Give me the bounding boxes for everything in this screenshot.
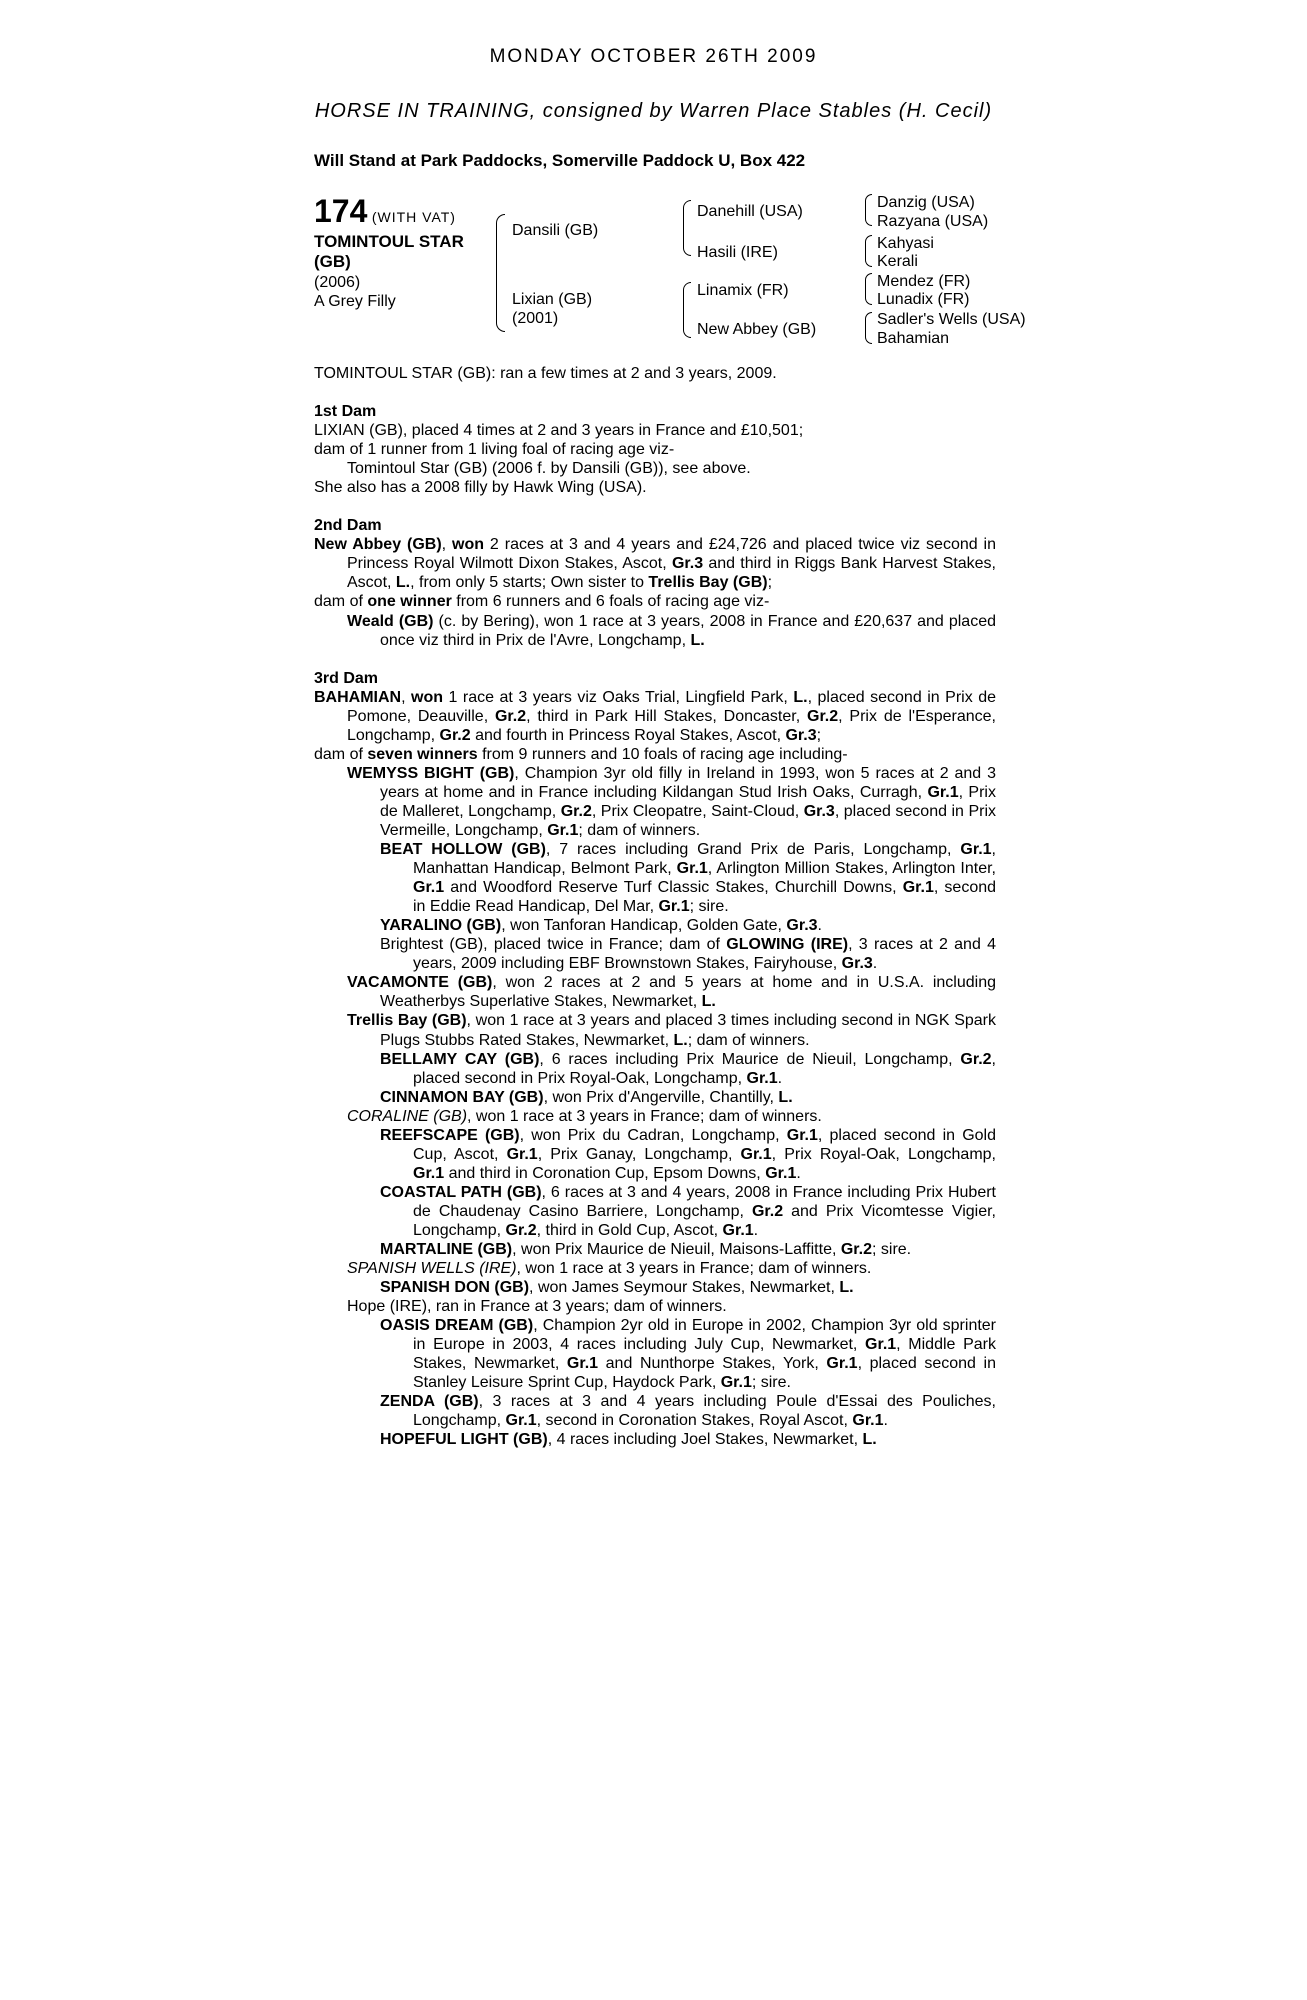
sale-date: MONDAY OCTOBER 26TH 2009	[489, 46, 818, 67]
pedigree-brace-main	[496, 214, 505, 332]
lot-number: 174	[314, 193, 368, 229]
pedigree-brace-ss	[865, 194, 872, 226]
produce-entry: CINNAMON BAY (GB), won Prix d'Angerville, Chantilly, L.	[380, 1088, 793, 1106]
pedigree-dam-year: (2001)	[512, 310, 559, 327]
third-dam-produce: dam of seven winners from 9 runners and 10 foals of racing age including-	[314, 745, 848, 763]
horse-name-line1: TOMINTOUL STAR	[314, 232, 464, 251]
produce-entry: OASIS DREAM (GB), Champion 2yr old in Europe in 2002, Champion 3yr old sprinter in Europe in 2003, 4 races including July Cup, Newmarket, Gr.1, Middle Park Stakes, Newmarket, Gr.1 and Nunthorpe Stakes, York, Gr.1, placed second in Stanley Leisure Sprint Cup, Haydock Park, Gr.1; sire.	[380, 1317, 997, 1392]
pedigree-ddd: Bahamian	[877, 330, 950, 347]
pedigree-ssd: Razyana (USA)	[877, 213, 989, 230]
produce-entry: SPANISH DON (GB), won James Seymour Stakes, Newmarket, L.	[380, 1279, 854, 1297]
first-dam-line: dam of 1 runner from 1 living foal of racing age viz-	[314, 441, 675, 459]
produce-entry: HOPEFUL LIGHT (GB), 4 races including Joel Stakes, Newmarket, L.	[380, 1431, 877, 1449]
second-dam-produce: dam of one winner from 6 runners and 6 foals of racing age viz-	[314, 593, 770, 611]
produce-entry: BELLAMY CAY (GB), 6 races including Prix Maurice de Nieuil, Longchamp, Gr.2, placed second in Prix Royal-Oak, Longchamp, Gr.1.	[380, 1050, 996, 1087]
pedigree-sire-dam: Hasili (IRE)	[697, 244, 778, 261]
pedigree-sds: Kahyasi	[877, 235, 934, 252]
produce-entry: BEAT HOLLOW (GB), 7 races including Grand Prix de Paris, Longchamp, Gr.1, Manhattan Handicap, Belmont Park, Gr.1, Arlington Million Stakes, Arlington Inter, Gr.1 and Woodford Reserve Turf Classic Stakes, Churchill Downs, Gr.1, second in Eddie Read Handicap, Del Mar, Gr.1; sire.	[380, 841, 997, 916]
pedigree-dsd: Lunadix (FR)	[877, 291, 970, 308]
pedigree-brace-sire	[683, 200, 691, 256]
horse-name	[314, 232, 494, 272]
produce-entry: MARTALINE (GB), won Prix Maurice de Nieuil, Maisons-Laffitte, Gr.2; sire.	[380, 1241, 912, 1259]
third-dam-heading: 3rd Dam	[314, 669, 379, 687]
produce-entry: COASTAL PATH (GB), 6 races at 3 and 4 years, 2008 in France including Prix Hubert de Chaudenay Casino Barriere, Longchamp, Gr.2 and Prix Vicomtesse Vigier, Longchamp, Gr.2, third in Gold Cup, Ascot, Gr.1.	[380, 1183, 997, 1239]
produce-entry: ZENDA (GB), 3 races at 3 and 4 years including Poule d'Essai des Pouliches, Longchamp, Gr.1, second in Coronation Stakes, Royal Ascot, Gr.1.	[380, 1393, 996, 1430]
third-dam-entry: BAHAMIAN, won 1 race at 3 years viz Oaks Trial, Lingfield Park, L., placed second in Prix de Pomone, Deauville, Gr.2, third in Park Hill Stakes, Doncaster, Gr.2, Prix de l'Esperance, Longchamp, Gr.2 and fourth in Princess Royal Stakes, Ascot, Gr.3;	[314, 688, 997, 744]
pedigree-sire-sire: Danehill (USA)	[697, 203, 803, 220]
first-dam-heading: 1st Dam	[314, 403, 377, 421]
pedigree-sire: Dansili (GB)	[512, 222, 599, 239]
horse-description: A Grey Filly	[314, 293, 396, 310]
pedigree-dam-sire: Linamix (FR)	[697, 282, 789, 299]
pedigree-brace-ds	[865, 273, 872, 305]
pedigree-dds: Sadler's Wells (USA)	[877, 311, 1026, 328]
consignment-title: HORSE IN TRAINING, consigned by Warren Place Stables (H. Cecil)	[314, 100, 993, 122]
stand-location: Will Stand at Park Paddocks, Somerville Paddock U, Box 422	[314, 151, 806, 170]
produce-entry: CORALINE (GB), won 1 race at 3 years in France; dam of winners.	[347, 1107, 822, 1125]
pedigree-brace-dd	[865, 312, 872, 344]
produce-entry: WEMYSS BIGHT (GB), Champion 3yr old filly in Ireland in 1993, won 5 races at 2 and 3 years at home and in France including Kildangan Stud Irish Oaks, Curragh, Gr.1, Prix de Malleret, Longchamp, Gr.2, Prix Cleopatre, Saint-Cloud, Gr.3, placed second in Prix Vermeille, Longchamp, Gr.1; dam of winners.	[347, 764, 997, 839]
second-dam-entry: New Abbey (GB), won 2 races at 3 and 4 years and £24,726 and placed twice viz second in Princess Royal Wilmott Dixon Stakes, Ascot, Gr.3 and third in Riggs Bank Harvest Stakes, Ascot, L., from only 5 starts; Own sister to Trellis Bay (GB);	[314, 536, 997, 592]
second-dam-heading: 2nd Dam	[314, 517, 382, 535]
produce-entry: SPANISH WELLS (IRE), won 1 race at 3 years in France; dam of winners.	[347, 1260, 872, 1278]
pedigree-dss: Mendez (FR)	[877, 273, 971, 290]
produce-entry: VACAMONTE (GB), won 2 races at 2 and 5 years at home and in U.S.A. including Weatherbys Superlative Stakes, Newmarket, L.	[347, 974, 997, 1011]
produce-entry: Brightest (GB), placed twice in France; dam of GLOWING (IRE), 3 races at 2 and 4 years, 2009 including EBF Brownstown Stakes, Fairyhouse, Gr.3.	[380, 936, 997, 973]
first-dam-line: She also has a 2008 filly by Hawk Wing (USA).	[314, 479, 647, 497]
horse-info	[314, 273, 396, 311]
pedigree-dam-dam: New Abbey (GB)	[697, 321, 817, 338]
pedigree-sdd: Kerali	[877, 253, 918, 270]
produce-entry: Trellis Bay (GB), won 1 race at 3 years and placed 3 times including second in NGK Spark Plugs Stubbs Rated Stakes, Newmarket, L.; dam of winners.	[347, 1012, 996, 1049]
horse-name-line2: (GB)	[314, 252, 351, 271]
produce-entry: YARALINO (GB), won Tanforan Handicap, Golden Gate, Gr.3.	[380, 917, 822, 935]
pedigree-dam: Lixian (GB)	[512, 291, 593, 308]
produce-entry: Hope (IRE), ran in France at 3 years; dam of winners.	[347, 1298, 727, 1316]
first-dam-line: LIXIAN (GB), placed 4 times at 2 and 3 years in France and £10,501;	[314, 422, 804, 440]
catalogue-body	[314, 364, 996, 1450]
pedigree-sss: Danzig (USA)	[877, 194, 975, 211]
horse-year: (2006)	[314, 274, 361, 291]
second-dam-foal: Weald (GB) (c. by Bering), won 1 race at 3 years, 2008 in France and £20,637 and placed once viz third in Prix de l'Avre, Longchamp, L.	[347, 612, 996, 649]
first-dam-line: Tomintoul Star (GB) (2006 f. by Dansili (GB)), see above.	[347, 460, 751, 478]
produce-entry: REEFSCAPE (GB), won Prix du Cadran, Longchamp, Gr.1, placed second in Gold Cup, Ascot, Gr.1, Prix Ganay, Longchamp, Gr.1, Prix Royal-Oak, Longchamp, Gr.1 and third in Coronation Cup, Epsom Downs, Gr.1.	[380, 1126, 997, 1182]
pedigree-brace-sd	[865, 235, 872, 267]
horse-summary: TOMINTOUL STAR (GB): ran a few times at 2 and 3 years, 2009.	[314, 365, 777, 382]
pedigree-brace-dam	[683, 282, 691, 338]
vat-note: (WITH VAT)	[371, 209, 456, 225]
lot-header	[314, 193, 456, 230]
